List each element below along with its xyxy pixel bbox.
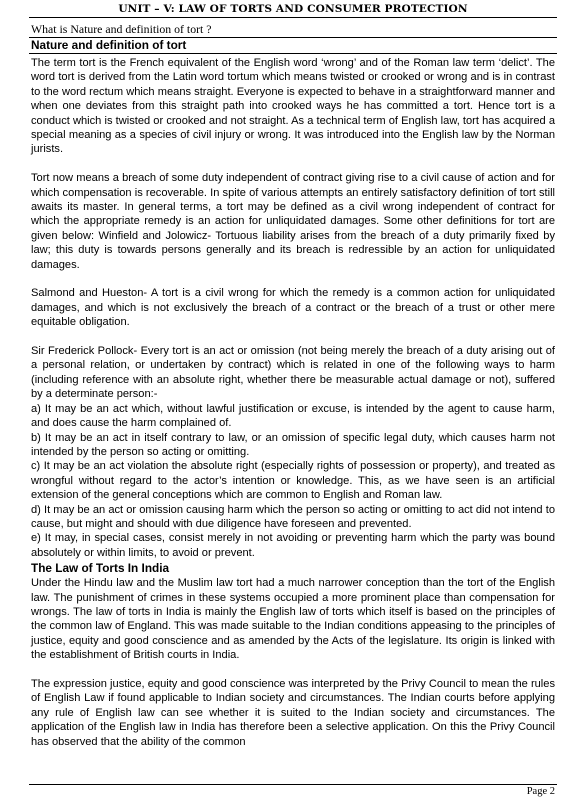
- unit-header: UNIT – V: LAW OF TORTS AND CONSUMER PROTECTION: [29, 0, 557, 18]
- list-item-c: c) It may be an act violation the absolute right (especially rights of possession or property), and treated as wrongful without regard to the actor’s intention or knowledge. This, as we have seen is an artificial extension of the general conceptions which are common to English and Roman law.: [31, 460, 555, 502]
- paragraph-tort-definition: Tort now means a breach of some duty independent of contract giving rise to a civil cause of action and for which compensation is recoverable. In spite of various attempts an entirely satisfactory definition of tort still awaits its master. In general terms, a tort may be defined as a civil wrong independent of contract for which the appropriate remedy is an action for unliquidated damages. Some other definitions for tort are given below: Winfield and Jolowicz- Tortuous liability arises from the breach of a duty primarily fixed by law; this duty is towards persons generally and its breach is redressible by an action for unliquidated damages.: [31, 172, 555, 271]
- paragraph-tort-etymology: The term tort is the French equivalent of the English word ‘wrong’ and of the Roman law term ‘delict’. The word tort is derived from the Latin word tortum which means twisted or crooked or wrong and is in contrast to the word rectum which means straight. Everyone is expected to behave in a straightforward manner and when one deviates from this straight path into crooked ways he has committed a tort. Hence tort is a conduct which is twisted or crooked and not straight. As a technical term of English law, tort has acquired a special meaning as a species of civil injury or wrong. It was introduced into the English law by the Norman jurists.: [31, 57, 555, 156]
- paragraph-gap: [29, 157, 557, 171]
- paragraph-gap: [29, 663, 557, 677]
- section-title-nature: Nature and definition of tort: [29, 38, 557, 54]
- paragraph-salmond: Salmond and Hueston- A tort is a civil wrong for which the remedy is a common action for unliquidated damages, and which is not exclusively the breach of a contract or the breach of a trust or other mere equitable obligation.: [31, 287, 555, 329]
- section-title-india: The Law of Torts In India: [31, 561, 170, 576]
- list-item-b: b) It may be an act in itself contrary to law, or an omission of specific legal duty, which causes harm not intended by the person so acting or omitting.: [31, 431, 555, 458]
- list-item-a: a) It may be an act which, without lawful justification or excuse, is intended by the agent to cause harm, and does cause the harm complained of.: [31, 402, 555, 430]
- page-number: Page 2: [526, 786, 555, 797]
- paragraph-privy-council: The expression justice, equity and good conscience was interpreted by the Privy Council to mean the rules of English Law if found applicable to Indian society and circumstances. The Indian courts before applying any rule of English law can see whether it is suited to the Indian society and circumstances. The application of the English law in India has therefore been a selective application. On this the Privy Council has observed that the ability of the common: [31, 678, 555, 748]
- list-item-d: d) It may be an act or omission causing harm which the person so acting or omitting to act did not intend to cause, but might and should with due diligence have foreseen and prevented.: [31, 503, 555, 530]
- list-item-e: e) It may, in special cases, consist merely in not avoiding or preventing harm which the party was bound absolutely or within limits, to avoid or prevent.: [31, 532, 555, 559]
- paragraph-torts-india: Under the Hindu law and the Muslim law tort had a much narrower conception than the tort of the English law. The punishment of crimes in these systems occupied a more prominent place than compensation for wrongs. The law of torts in India is mainly the English law of torts which itself is based on the principles of the common law of England. This was made suitable to the Indian conditions appeasing to the principles of justice, equity and good conscience and as amended by the Acts of the legislature. Its origin is linked with the establishment of British courts in India.: [31, 577, 555, 662]
- question-heading: What is Nature and definition of tort ?: [29, 21, 557, 38]
- footer-rule: [29, 784, 557, 785]
- paragraph-gap: [29, 272, 557, 286]
- paragraph-pollock: Sir Frederick Pollock- Every tort is an act or omission (not being merely the breach of a duty arising out of a personal relation, or undertaken by contract) which is related in one of the following ways to harm (including reference with an absolute right, whether there be measurable actual damage or not), suffered by a determinate person:-: [31, 345, 555, 401]
- document-page: [29, 0, 557, 800]
- paragraph-gap: [29, 330, 557, 344]
